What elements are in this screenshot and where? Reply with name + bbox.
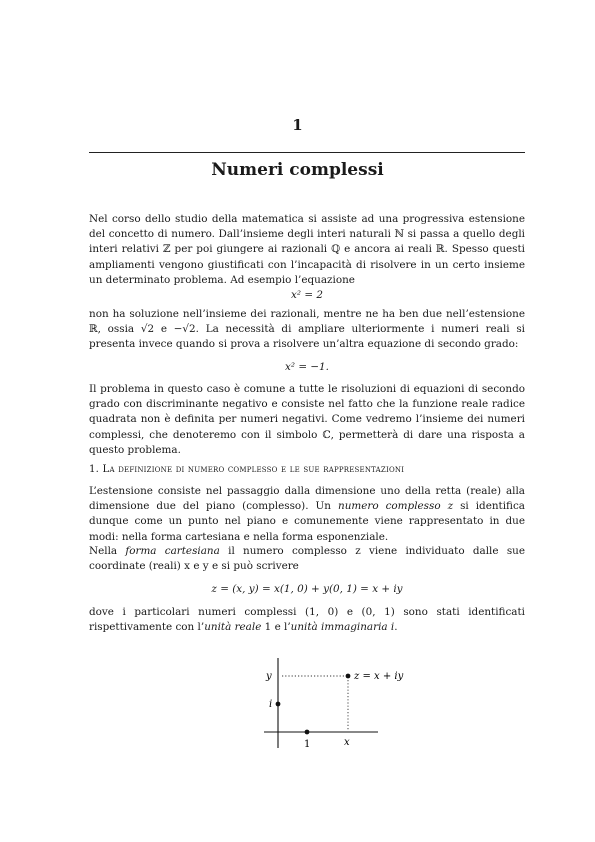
section-paragraph-3-text-b: 1 e l’ <box>261 621 291 634</box>
chapter-title: Numeri complessi <box>211 160 384 180</box>
section-paragraph-1 <box>89 484 525 545</box>
section-heading: 1. La definizione di numero complesso e le sue rappresentazioni <box>89 464 405 475</box>
numero-complesso-term: numero complesso z <box>338 500 454 513</box>
unita-immaginaria-term: unità immaginaria i <box>290 621 395 634</box>
intro-paragraph-3: Il problema in questo caso è comune a tutte le risoluzioni di equazioni di secondo grado con discriminante negativo e consiste nel fatto che la funzione reale radice quadrata non è definita per numeri negativi. Come vedremo l’insieme dei numeri complessi, che denoteremo con il simbolo ℂ, permetterà di dare una risposta a questo problema. <box>89 383 525 456</box>
label-one: 1 <box>304 739 311 750</box>
label-x: x <box>344 737 350 748</box>
section-paragraph-2-text-b: il numero complesso z viene individuato dalle sue coordinate (reali) x e y e si può scrivere <box>89 545 525 573</box>
intro-paragraph-1: Nel corso dello studio della matematica si assiste ad una progressiva estensione del concetto di numero. Dall’insieme degli interi naturali ℕ si passa a quello degli interi relativi ℤ per poi giungere ai razionali ℚ e ancora ai reali ℝ. Spesso questi ampliamenti vengono giustificati con l’incapacità di risolvere in un certo insieme un determinato problema. Ad esempio l’equazione <box>89 213 525 286</box>
section-paragraph-3 <box>89 605 525 635</box>
i-point <box>276 702 281 707</box>
equation-2: x² = −1. <box>285 361 329 373</box>
one-point <box>305 730 310 735</box>
label-y: y <box>266 671 272 682</box>
chapter-number: 1 <box>292 116 303 134</box>
label-z: z = x + iy <box>354 671 404 682</box>
label-i: i <box>269 699 273 710</box>
section-paragraph-3-text-a: dove i particolari numeri complessi (1, 0) e (0, 1) sono stati identificati rispettivamente con l’ <box>89 606 525 634</box>
section-paragraph-2 <box>89 544 525 574</box>
intro-paragraph-2: non ha soluzione nell’insieme dei razionali, mentre ne ha ben due nell’estensione ℝ, ossia √2 e −√2. La necessità di ampliare ulteriormente i numeri reali si presenta invece quando si prova a risolvere un’altra equazione di secondo grado: <box>89 308 525 351</box>
complex-plane-figure <box>250 650 430 760</box>
forma-cartesiana-term: forma cartesiana <box>125 545 220 557</box>
section-paragraph-1-text-b: si identifica dunque come un punto nel piano e comunemente viene rappresentato in due modi: nella forma cartesiana e nella forma esponenziale. <box>89 500 525 543</box>
section-paragraph-1-text-a: L’estensione consiste nel passaggio dalla dimensione uno della retta (reale) alla dimensione due del piano (complesso). Un <box>89 485 525 513</box>
title-rule <box>89 152 525 153</box>
unita-reale-term: unità reale <box>204 621 262 634</box>
section-paragraph-3-text-c: . <box>394 621 398 634</box>
equation-1: x² = 2 <box>291 289 323 301</box>
section-paragraph-2-text-a: Nella <box>89 545 126 557</box>
z-point <box>346 674 351 679</box>
equation-3: z = (x, y) = x(1, 0) + y(0, 1) = x + iy <box>211 583 403 595</box>
